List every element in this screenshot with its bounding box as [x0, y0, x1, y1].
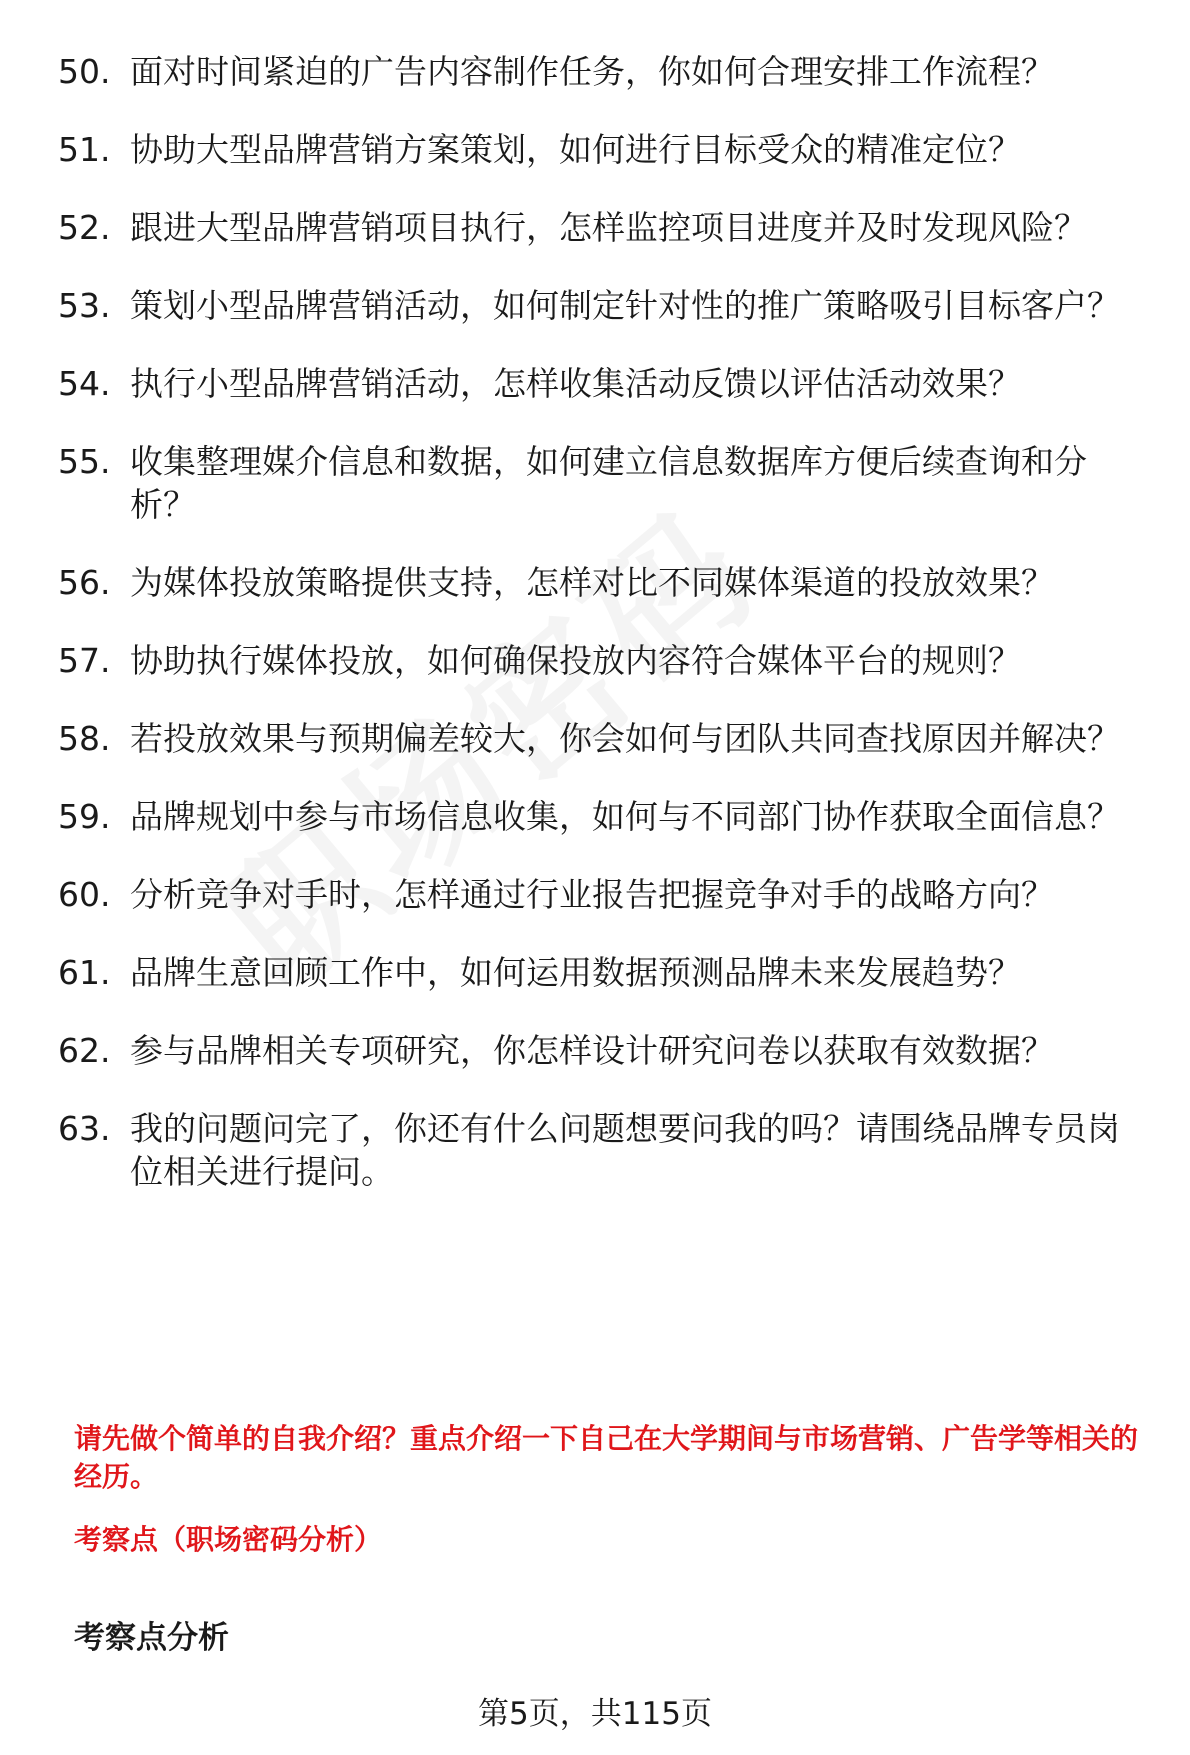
question-number: 57.: [58, 641, 111, 680]
question-number: 52.: [58, 208, 111, 247]
focus-label: 考察点（职场密码分析）: [74, 1523, 383, 1556]
question-text: 协助执行媒体投放，如何确保投放内容符合媒体平台的规则？: [130, 641, 1021, 680]
question-text: 收集整理媒介信息和数据，如何建立信息数据库方便后续查询和分析？: [130, 442, 1087, 524]
list-item: [58, 717, 1148, 760]
question-text: 若投放效果与预期偏差较大，你会如何与团队共同查找原因并解决？: [130, 719, 1120, 758]
question-text: 品牌规划中参与市场信息收集，如何与不同部门协作获取全面信息？: [130, 797, 1120, 836]
question-number: 54.: [58, 364, 111, 403]
question-list: [58, 50, 1148, 1228]
list-item: [58, 362, 1148, 405]
list-item: [58, 1029, 1148, 1072]
question-number: 55.: [58, 442, 111, 481]
list-item: [58, 1107, 1148, 1193]
question-number: 60.: [58, 875, 111, 914]
question-number: 56.: [58, 563, 111, 602]
list-item: [58, 128, 1148, 171]
question-number: 62.: [58, 1031, 111, 1070]
question-text: 为媒体投放策略提供支持，怎样对比不同媒体渠道的投放效果？: [130, 563, 1054, 602]
question-text: 协助大型品牌营销方案策划，如何进行目标受众的精准定位？: [130, 130, 1021, 169]
question-text: 参与品牌相关专项研究，你怎样设计研究问卷以获取有效数据？: [130, 1031, 1054, 1070]
list-item: [58, 50, 1148, 93]
list-item: [58, 951, 1148, 994]
question-text: 跟进大型品牌营销项目执行，怎样监控项目进度并及时发现风险？: [130, 208, 1087, 247]
question-text: 我的问题问完了，你还有什么问题想要问我的吗？请围绕品牌专员岗位相关进行提问。: [130, 1109, 1120, 1191]
list-item: [58, 639, 1148, 682]
list-item: [58, 795, 1148, 838]
question-text: 策划小型品牌营销活动，如何制定针对性的推广策略吸引目标客户？: [130, 286, 1120, 325]
question-number: 59.: [58, 797, 111, 836]
intro-question: 请先做个简单的自我介绍？重点介绍一下自己在大学期间与市场营销、广告学等相关的经历。: [74, 1422, 1139, 1493]
list-item: [58, 284, 1148, 327]
question-number: 61.: [58, 953, 111, 992]
list-item: [58, 873, 1148, 916]
section-title: 考察点分析: [74, 1620, 229, 1656]
question-number: 63.: [58, 1109, 111, 1148]
question-number: 50.: [58, 52, 111, 91]
question-text: 执行小型品牌营销活动，怎样收集活动反馈以评估活动效果？: [130, 364, 1021, 403]
list-item: [58, 440, 1148, 526]
question-number: 51.: [58, 130, 111, 169]
question-text: 面对时间紧迫的广告内容制作任务，你如何合理安排工作流程？: [130, 52, 1054, 91]
page-footer: 第5页，共115页: [478, 1696, 712, 1732]
list-item: [58, 206, 1148, 249]
question-text: 品牌生意回顾工作中，如何运用数据预测品牌未来发展趋势？: [130, 953, 1021, 992]
question-number: 53.: [58, 286, 111, 325]
list-item: [58, 561, 1148, 604]
question-number: 58.: [58, 719, 111, 758]
question-text: 分析竞争对手时，怎样通过行业报告把握竞争对手的战略方向？: [130, 875, 1054, 914]
